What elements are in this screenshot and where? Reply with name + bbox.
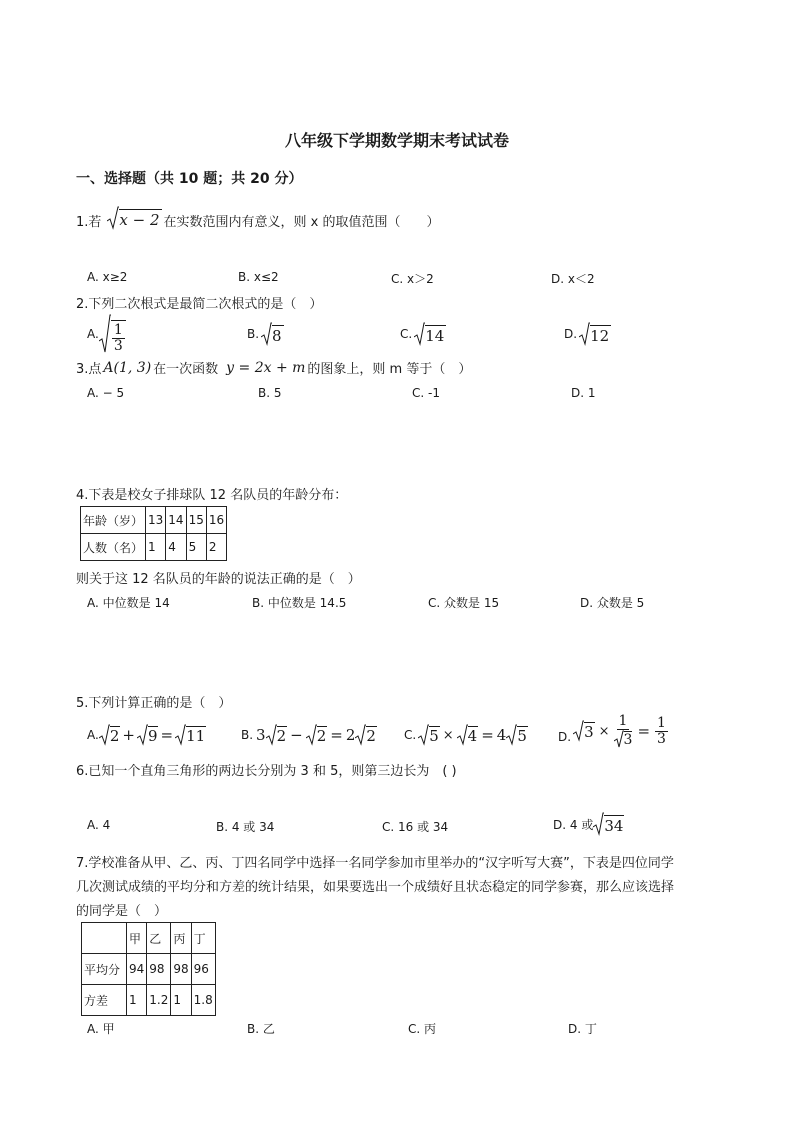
table-cell: 平均分 (82, 954, 127, 985)
radical-sign (137, 724, 148, 746)
question-2-stem: 2.下列二次根式是最简二次根式的是（ ） (76, 297, 323, 312)
q7-score-table (81, 922, 216, 1016)
radical-sign (593, 812, 604, 836)
q5-d-numerator: 1 (618, 713, 628, 729)
radical-sign (99, 724, 110, 746)
q2-option-d[interactable] (564, 322, 611, 346)
q5-b-coef: 2 (345, 726, 356, 744)
table-row (82, 923, 216, 954)
q4-option-d[interactable]: D. 众数是 5 (580, 596, 645, 610)
q5-b-eq: = (330, 726, 343, 744)
q6-option-c[interactable]: C. 16 或 34 (382, 820, 449, 834)
q6-option-a[interactable]: A. 4 (87, 818, 111, 832)
q3-option-a[interactable]: A. − 5 (87, 386, 125, 400)
q2-label-a: A. (87, 327, 99, 341)
q2-label-c: C. (400, 327, 413, 341)
q3-option-b[interactable]: B. 5 (258, 386, 282, 400)
q2-option-b[interactable] (247, 322, 284, 346)
table-cell: 1 (146, 534, 166, 561)
radical-sign (266, 724, 277, 746)
radical-sign (457, 724, 468, 746)
table-cell: 16 (206, 507, 226, 534)
q3-middle: 在一次函数 (153, 362, 219, 377)
table-cell: 13 (146, 507, 166, 534)
q5-d-eq: = (637, 722, 651, 740)
table-cell: 94 (127, 954, 147, 985)
question-6-stem: 6.已知一个直角三角形的两边长分别为 3 和 5，则第三边长为 ( ) (76, 764, 457, 779)
table-row (81, 534, 227, 561)
radical-sign (107, 206, 119, 230)
q2-option-a[interactable] (87, 314, 126, 354)
radical-sign (614, 730, 624, 748)
q6-option-d-text: D. 4 或 (553, 817, 594, 832)
q5-c-op: × (442, 727, 454, 743)
q5-b-term: 2 (366, 727, 376, 745)
table-cell: 1 (171, 985, 191, 1016)
q3-option-c[interactable]: C. -1 (412, 386, 440, 400)
q5-d-term: 3 (584, 723, 594, 741)
q5-option-d[interactable] (558, 714, 668, 748)
q1-option-a[interactable]: A. x≥2 (87, 270, 128, 284)
q5-d-rhs-numerator: 1 (657, 714, 666, 731)
radical-sign (175, 724, 186, 746)
page-title: 八年级下学期数学期末考试试卷 (284, 131, 509, 150)
q7-option-a[interactable]: A. 甲 (87, 1022, 115, 1036)
table-cell (82, 923, 127, 954)
q5-b-op: − (290, 726, 303, 744)
q2-label-d: D. (564, 327, 578, 341)
q2-option-c[interactable] (400, 322, 446, 346)
q3-suffix: 的图象上，则 m 等于（ ） (307, 362, 472, 377)
q1-radicand: x − 2 (119, 211, 160, 229)
table-cell: 人数（名） (81, 534, 146, 561)
table-cell: 15 (186, 507, 206, 534)
question-7-line-3: 的同学是（ ） (76, 904, 168, 919)
table-cell: 96 (191, 954, 215, 985)
q5-c-term: 5 (517, 727, 527, 745)
q3-function: y = 2x + m (226, 359, 306, 376)
q2-a-numerator: 1 (113, 322, 123, 338)
q7-option-b[interactable]: B. 乙 (247, 1022, 275, 1036)
q5-label-d: D. (558, 730, 572, 744)
q1-option-c[interactable]: C. x＞2 (391, 272, 434, 286)
radical-sign (579, 322, 590, 346)
q5-b-term: 2 (276, 727, 287, 745)
q7-option-c[interactable]: C. 丙 (408, 1022, 437, 1036)
q5-b-coef: 3 (256, 726, 266, 744)
radical-sign (506, 724, 517, 746)
section-heading: 一、选择题（共 10 题；共 20 分） (76, 171, 303, 187)
question-3-stem (76, 358, 471, 377)
q5-c-eq: = (481, 726, 494, 744)
q3-point: A(1, 3) (103, 359, 152, 376)
q5-a-op: + (122, 726, 135, 744)
q2-label-b: B. (247, 327, 260, 341)
q5-option-a[interactable] (87, 724, 206, 746)
table-cell: 4 (166, 534, 186, 561)
q1-option-b[interactable]: B. x≤2 (238, 270, 279, 284)
q5-label-c: C. (404, 728, 417, 742)
table-cell: 年龄（岁） (81, 507, 146, 534)
radical-sign (99, 314, 111, 354)
radical-sign (306, 724, 317, 746)
question-4-stem: 4.下表是校女子排球队 12 名队员的年龄分布： (76, 488, 348, 503)
q5-c-term: 5 (429, 727, 439, 745)
q5-a-term: 9 (147, 727, 158, 745)
q5-d-denominator: 3 (623, 732, 633, 748)
q1-prefix: 1.若 (76, 214, 102, 230)
q2-b-radicand: 8 (272, 327, 282, 345)
q5-a-term: 11 (186, 727, 206, 745)
q1-suffix: 在实数范围内有意义，则 x 的取值范围（ ） (163, 214, 440, 230)
question-7-line-1: 7.学校准备从甲、乙、丙、丁四名同学中选择一名同学参加市里举办的“汉字听写大赛”，下表是四位同学 (76, 856, 674, 871)
q1-option-d[interactable]: D. x＜2 (551, 272, 595, 286)
q6-option-d[interactable] (553, 812, 624, 836)
q7-option-d[interactable]: D. 丁 (568, 1022, 597, 1036)
table-cell: 方差 (82, 985, 127, 1016)
q2-a-denominator: 3 (113, 338, 123, 354)
q5-label-a: A. (87, 728, 99, 742)
radical-sign (414, 322, 425, 346)
q6-d-radicand: 34 (604, 817, 624, 835)
table-cell: 14 (166, 507, 186, 534)
question-7-line-2: 几次测试成绩的平均分和方差的统计结果，如果要选出一个成绩好且状态稳定的同学参赛，那么应该选择 (76, 880, 675, 895)
q5-option-b[interactable] (241, 724, 377, 746)
radical-sign (261, 322, 272, 346)
radical-sign (355, 724, 366, 746)
q3-option-d[interactable]: D. 1 (571, 386, 596, 400)
q5-b-term: 2 (316, 727, 327, 745)
table-cell: 丁 (191, 923, 215, 954)
q4-option-b[interactable]: B. 中位数是 14.5 (252, 596, 347, 610)
table-row (82, 954, 216, 985)
table-cell: 丙 (171, 923, 191, 954)
table-row (81, 507, 227, 534)
radical-sign (573, 720, 584, 742)
q4-question: 则关于这 12 名队员的年龄的说法正确的是（ ） (76, 572, 361, 587)
q1-sqrt (107, 206, 161, 234)
table-cell: 1.2 (147, 985, 171, 1016)
question-1-stem (76, 206, 439, 234)
table-cell: 1 (127, 985, 147, 1016)
q6-option-b[interactable]: B. 4 或 34 (216, 820, 275, 834)
q5-option-c[interactable] (404, 724, 528, 746)
q5-c-term: 4 (467, 727, 478, 745)
q2-c-radicand: 14 (425, 327, 445, 345)
q4-option-c[interactable]: C. 众数是 15 (428, 596, 500, 610)
q5-a-eq: = (160, 726, 174, 744)
radical-sign (418, 724, 429, 746)
table-cell: 98 (147, 954, 171, 985)
q4-age-table (80, 506, 227, 561)
table-cell: 乙 (147, 923, 171, 954)
q2-d-radicand: 12 (590, 327, 610, 345)
table-cell: 1.8 (191, 985, 215, 1016)
table-cell: 98 (171, 954, 191, 985)
q5-label-b: B. (241, 728, 254, 742)
table-cell: 甲 (127, 923, 147, 954)
question-5-stem: 5.下列计算正确的是（ ） (76, 696, 232, 711)
table-cell: 5 (186, 534, 206, 561)
q5-c-coef: 4 (496, 726, 507, 744)
q5-d-rhs-denominator: 3 (657, 730, 666, 747)
q4-option-a[interactable]: A. 中位数是 14 (87, 596, 170, 610)
table-row (82, 985, 216, 1016)
q5-d-op: × (598, 723, 610, 739)
q3-prefix: 3.点 (76, 362, 102, 377)
q5-a-term: 2 (109, 727, 120, 745)
table-cell: 2 (206, 534, 226, 561)
